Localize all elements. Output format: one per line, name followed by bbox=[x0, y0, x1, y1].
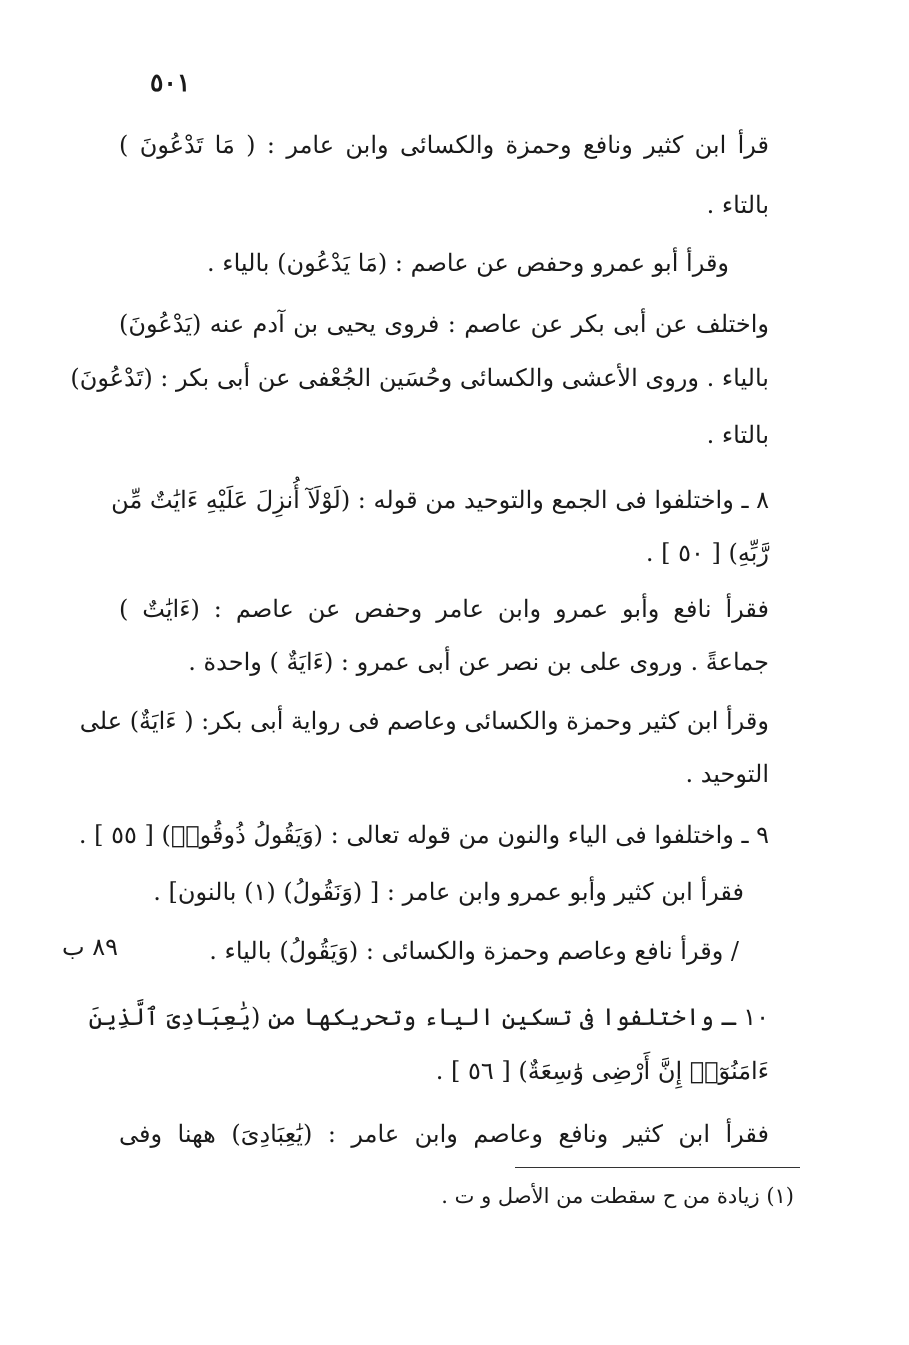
text-line: بالتاء . bbox=[706, 421, 769, 449]
text-line: واختلف عن أبى بكر عن عاصم : فروى يحيى بن آدم عنه (يَدْعُونَ) bbox=[119, 310, 769, 338]
text-line: بالياء . وروى الأعشى والكسائى وحُسَين الجُعْفى عن أبى بكر : (تَدْعُونَ) bbox=[70, 364, 769, 392]
text-line: ١٠ ـ واختلفوا فى تسكين الياء وتحريكها من (يَٰعِبَادِىَ ٱلَّذِينَ bbox=[88, 1003, 769, 1031]
page-number: ٥٠١ bbox=[150, 68, 191, 97]
text-line: فقرأ ابن كثير ونافع وعاصم وابن عامر : (يَٰعِبَادِىَ) ههنا وفى bbox=[119, 1120, 770, 1148]
text-line: فقرأ ابن كثير وأبو عمرو وابن عامر : [ (وَنَقُولُ) (١) بالنون] . bbox=[153, 878, 744, 906]
text-line: بالتاء . bbox=[706, 191, 769, 219]
text-line: فقرأ نافع وأبو عمرو وابن عامر وحفص عن عاصم : (ءَايَٰتٌ ) bbox=[119, 595, 769, 623]
text-line: ٨ ـ واختلفوا فى الجمع والتوحيد من قوله : (لَوْلَآ أُنزِلَ عَلَيْهِ ءَايَٰتٌ مِّن bbox=[111, 486, 769, 514]
text-line: وقرأ أبو عمرو وحفص عن عاصم : (مَا يَدْعُون) بالياء . bbox=[207, 249, 729, 277]
text-line: رَّبِّهِ) [ ٥٠ ] . bbox=[645, 539, 769, 567]
text-line: وقرأ ابن كثير وحمزة والكسائى وعاصم فى رواية أبى بكر: ( ءَايَةٌ) على bbox=[79, 707, 769, 735]
margin-note: ٨٩ ب bbox=[62, 933, 119, 961]
footnote: (١) زيادة من ح سقطت من الأصل و ت . bbox=[441, 1184, 794, 1208]
footnote-divider bbox=[515, 1167, 800, 1168]
text-line: التوحيد . bbox=[685, 760, 769, 788]
text-line: / وقرأ نافع وعاصم وحمزة والكسائى : (وَيَقُولُ) بالياء . bbox=[209, 937, 739, 965]
text-line: قرأ ابن كثير ونافع وحمزة والكسائى وابن عامر : ( مَا تَدْعُونَ ) bbox=[119, 131, 769, 159]
text-line: ءَامَنُوٓا۟ إِنَّ أَرْضِى وَٰسِعَةٌ) [ ٥٦ ] . bbox=[435, 1057, 769, 1085]
text-line: ٩ ـ واختلفوا فى الياء والنون من قوله تعالى : (وَيَقُولُ ذُوقُوا۟) [ ٥٥ ] . bbox=[78, 821, 769, 849]
text-line: جماعةً . وروى على بن نصر عن أبى عمرو : (ءَايَةٌ ) واحدة . bbox=[188, 648, 769, 676]
